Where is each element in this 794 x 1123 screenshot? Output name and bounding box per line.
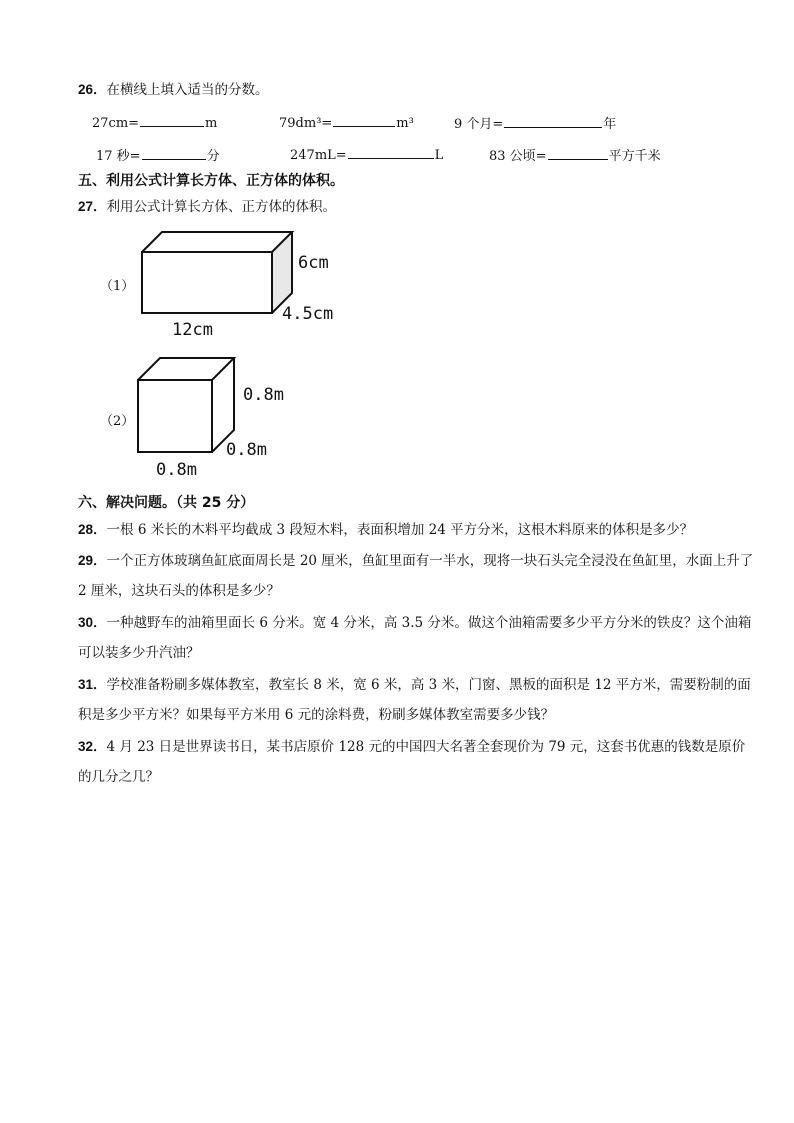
question-number: 28 bbox=[78, 522, 94, 537]
answer-blank[interactable] bbox=[142, 146, 206, 160]
question-number: 26 bbox=[78, 82, 94, 97]
question-number: 30 bbox=[78, 615, 94, 630]
answer-blank[interactable] bbox=[333, 113, 395, 127]
cube-front-face bbox=[138, 380, 212, 452]
fill-item-6: 83 公顷= 平方千米 bbox=[489, 145, 661, 164]
question-number: 29 bbox=[78, 553, 94, 568]
question-32: 32．4 月 23 日是世界读书日，某书店原价 128 元的中国四大名著全套现价为 79 元，这套书优惠的钱数是原价的几分之几？ bbox=[78, 739, 746, 785]
answer-blank[interactable] bbox=[348, 145, 434, 159]
cube-side-edges bbox=[212, 358, 234, 452]
question-29: 29．一个正方体玻璃鱼缸底面周长是 20 厘米，鱼缸里面有一半水，现将一块石头完全浸没在鱼缸里，水面上升了 2 厘米，这块石头的体积是多少？ bbox=[78, 553, 754, 599]
cube-top-edges bbox=[138, 358, 234, 380]
answer-blank[interactable] bbox=[548, 146, 608, 160]
fill-item-1: 27cm= m bbox=[92, 113, 217, 131]
question-text: 学校准备粉刷多媒体教室，教室长 8 米，宽 6 米，高 3 米，门窗、黑板的面积是 12 平方米，需要粉制的面积是多少平方米？如果每平方米用 6 元的涂料费，粉刷多媒体教室需要多少钱？ bbox=[78, 677, 751, 723]
cube-figure bbox=[130, 350, 240, 460]
fill-item-3: 9 个月= 年 bbox=[454, 113, 616, 132]
question-30: 30．一种越野车的油箱里面长 6 分米。宽 4 分米，高 3.5 分米。做这个油箱需要多少平方分米的铁皮？这个油箱可以装多少升汽油？ bbox=[78, 615, 752, 661]
fill-item-5: 247mL= L bbox=[290, 145, 443, 163]
question-text: 一种越野车的油箱里面长 6 分米。宽 4 分米，高 3.5 分米。做这个油箱需要多少平方分米的铁皮？这个油箱可以装多少升汽油？ bbox=[78, 615, 752, 661]
cuboid-depth-label: 4.5cm bbox=[282, 304, 334, 324]
cube-depth-label: 0.8m bbox=[226, 440, 267, 460]
question-27: 27．利用公式计算长方体、正方体的体积。 bbox=[78, 199, 337, 215]
fill-item-2: 79dm³= m³ bbox=[279, 113, 414, 131]
cuboid-side-shade bbox=[272, 232, 292, 313]
question-number: 27 bbox=[78, 199, 94, 214]
cuboid-top-edges bbox=[142, 232, 292, 252]
cube-height-label: 0.8m bbox=[243, 385, 284, 405]
question-28: 28．一根 6 米长的木料平均截成 3 段短木料，表面积增加 24 平方分米，这根木料原来的体积是多少？ bbox=[78, 522, 694, 538]
answer-blank[interactable] bbox=[140, 113, 204, 127]
cuboid-height-label: 6cm bbox=[298, 253, 329, 273]
cuboid-length-label: 12cm bbox=[172, 320, 213, 340]
cube-length-label: 0.8m bbox=[156, 460, 197, 480]
cuboid-front-face bbox=[142, 252, 272, 313]
question-text: 一个正方体玻璃鱼缸底面周长是 20 厘米，鱼缸里面有一半水，现将一块石头完全浸没在鱼缸里，水面上升了 2 厘米，这块石头的体积是多少？ bbox=[78, 553, 754, 599]
answer-blank[interactable] bbox=[504, 114, 602, 128]
question-text: 利用公式计算长方体、正方体的体积。 bbox=[106, 199, 337, 215]
figure-2-label: （2） bbox=[100, 414, 135, 429]
figure-1-label: （1） bbox=[100, 279, 135, 294]
question-number: 32 bbox=[78, 739, 94, 754]
question-number: 31 bbox=[78, 677, 94, 692]
section-5-heading: 五、利用公式计算长方体、正方体的体积。 bbox=[78, 173, 344, 189]
question-31: 31．学校准备粉刷多媒体教室，教室长 8 米，宽 6 米，高 3 米，门窗、黑板的面积是 12 平方米，需要粉制的面积是多少平方米？如果每平方米用 6 元的涂料费，粉刷多媒体教室需要多少钱？ bbox=[78, 677, 751, 723]
section-6-heading: 六、解决问题。（共 25 分） bbox=[78, 495, 255, 511]
question-text: 一根 6 米长的木料平均截成 3 段短木料，表面积增加 24 平方分米，这根木料原来的体积是多少？ bbox=[106, 522, 694, 538]
question-text: 在横线上填入适当的分数。 bbox=[106, 82, 269, 98]
fill-item-4: 17 秒= 分 bbox=[96, 145, 220, 164]
question-text: 4 月 23 日是世界读书日，某书店原价 128 元的中国四大名著全套现价为 79 元，这套书优惠的钱数是原价的几分之几？ bbox=[78, 739, 746, 785]
question-26: 26．在横线上填入适当的分数。 bbox=[78, 82, 269, 98]
